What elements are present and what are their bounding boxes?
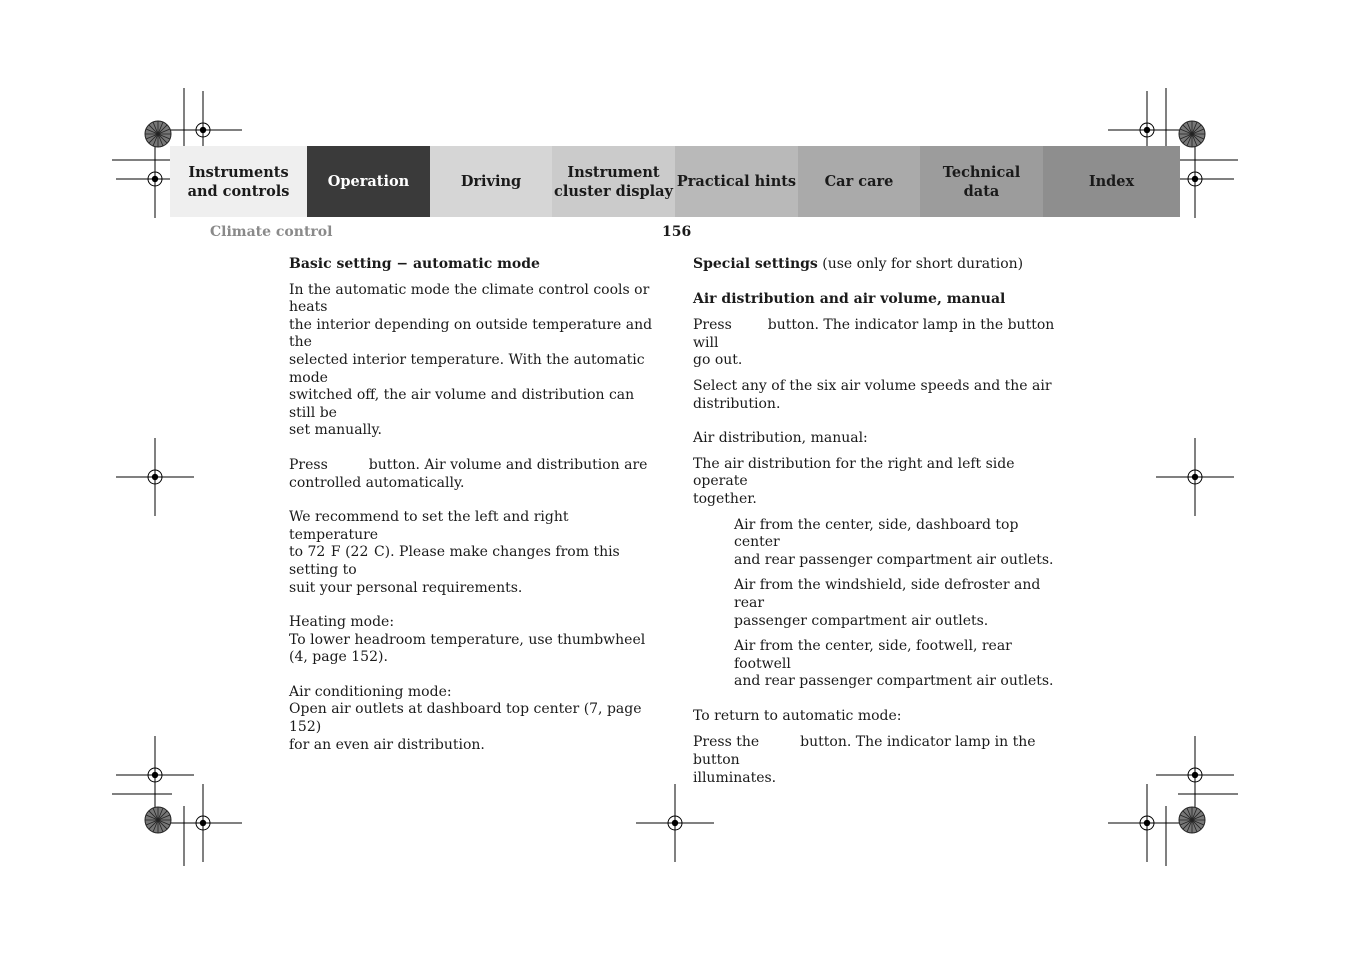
tab-car-care[interactable] [798,146,920,217]
heating-paragraph [289,614,661,667]
text-line: set manually. [289,422,383,439]
tab-label: Operation [327,173,410,190]
text-line: the interior depending on outside temperature and the [289,316,653,351]
recommend-paragraph [289,509,661,597]
text-line: Heating mode: [289,614,395,631]
manual-button-paragraph [693,317,1065,370]
text-line: Press [693,317,732,334]
text-line: In the automatic mode the climate control cools or heats [289,281,650,316]
distribution-option [693,517,1065,570]
text-line: passenger compartment air outlets. [734,612,989,629]
tab-instruments-and-controls[interactable] [170,146,307,217]
text-line: distribution. [693,395,781,412]
text-line: (4, page 152). [289,649,388,666]
intro-paragraph [289,282,661,440]
return-button-paragraph [693,734,1065,787]
special-settings-line [693,256,1065,274]
return-label: To return to automatic mode: [693,707,902,724]
tab-driving[interactable] [430,146,552,217]
text-line: Air from the center, side, footwell, rear footwell [734,638,1012,672]
text-line: together. [693,490,757,507]
tab-technical-data[interactable] [920,146,1043,217]
text-line: controlled automatically. [289,474,465,491]
tab-label: Practical hints [676,173,797,190]
distribution-option [693,638,1065,691]
text-line: illuminates. [693,769,777,786]
text-line: button. Air volume and distribution are [368,456,648,473]
text-line: switched off, the air volume and distribution can still be [289,387,635,421]
special-settings-label: Special settings [693,256,818,272]
text-line: To lower headroom temperature, use thumbwheel [289,631,646,648]
text-line: Select any of the six air volume speeds and the air [693,377,1052,394]
text-line: and rear passenger compartment air outlets. [734,551,1054,568]
text-line: Press [289,456,328,473]
ac-paragraph [289,684,661,754]
tab-label: Instrument cluster display [554,163,673,200]
tab-label: Technical data [942,163,1021,200]
tab-practical-hints[interactable] [675,146,798,217]
text-line: suit your personal requirements. [289,579,523,596]
text-line: button. The indicator lamp in the button [693,734,1036,769]
distribution-option [693,577,1065,630]
tab-label: Car care [824,173,894,190]
right-column [693,256,1065,787]
section-tabs [170,146,1180,217]
left-column [289,256,661,754]
text-line: button. The indicator lamp in the button will [693,317,1055,351]
select-paragraph [693,378,1065,413]
text-line: Air from the windshield, side defroster and rear [734,577,1041,611]
section-title: Climate control [210,224,333,240]
text-line: for an even air distribution. [289,736,485,753]
text-line: We recommend to set the left and right temperature [289,509,569,543]
together-paragraph [693,456,1065,509]
tab-label: Index [1088,173,1135,190]
tab-index[interactable] [1043,146,1180,217]
tab-label: Instruments and controls [187,163,290,200]
text-line: Air from the center, side, dashboard top center [734,516,1019,551]
text-line: and rear passenger compartment air outlets. [734,673,1054,690]
section-heading: Basic setting − automatic mode [289,256,540,272]
text-line: (use only for short duration) [817,256,1024,272]
tab-label: Driving [460,173,522,190]
tab-operation[interactable] [307,146,430,217]
text-line: Air conditioning mode: [289,683,452,700]
text-line: The air distribution for the right and left side operate [693,455,1015,490]
text-line: selected interior temperature. With the automatic mode [289,351,645,386]
text-line: Press the [693,734,760,751]
text-line: go out. [693,352,743,369]
auto-button-paragraph [289,457,661,492]
page-number: 156 [662,224,692,240]
distribution-label: Air distribution, manual: [693,430,868,447]
text-line: Open air outlets at dashboard top center (7, page 152) [289,701,642,736]
text-line: to 72 F (22 C). Please make changes from this setting to [289,544,620,578]
tab-instrument-cluster-display[interactable] [552,146,675,217]
subsection-heading: Air distribution and air volume, manual [693,290,1006,307]
